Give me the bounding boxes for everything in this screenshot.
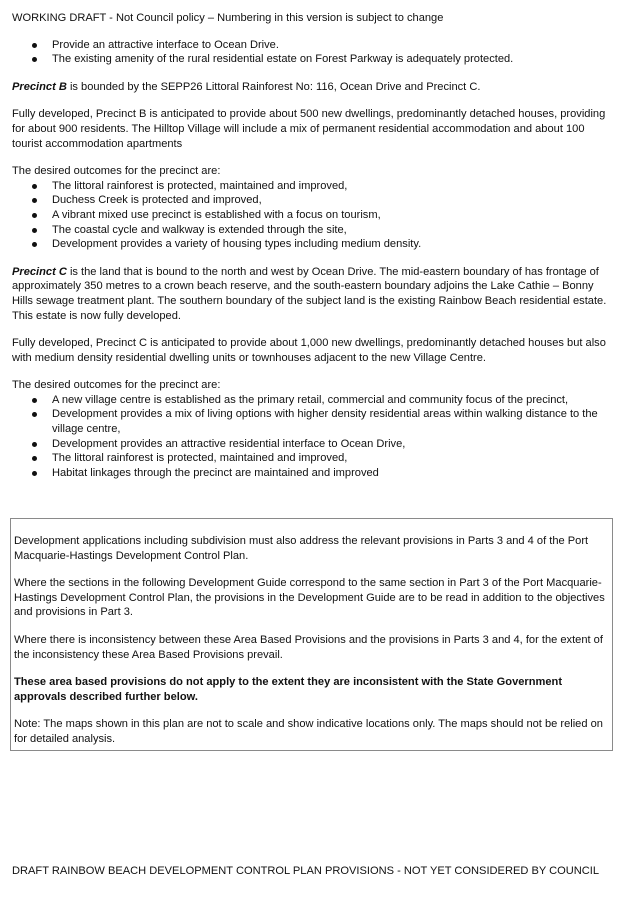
precinct-b-development: Fully developed, Precinct B is anticipated to provide about 500 new dwellings, predominantly detached houses, providing for about 900 residents. The Hilltop Village will include a mix of permanent residential accommodation and about 100 tourist accommodation apartments [12, 108, 606, 150]
draft-header: WORKING DRAFT - Not Council policy – Numbering in this version is subject to change [12, 12, 444, 24]
intro-bullet-list [12, 38, 610, 67]
list-item: The existing amenity of the rural residential estate on Forest Parkway is adequately protected. [52, 52, 610, 67]
provisions-note-box [10, 518, 613, 751]
draft-footer: DRAFT RAINBOW BEACH DEVELOPMENT CONTROL PLAN PROVISIONS - NOT YET CONSIDERED BY COUNCIL [12, 865, 600, 877]
list-item: Habitat linkages through the precinct are maintained and improved [52, 466, 610, 481]
precinct-c-outcomes-intro: The desired outcomes for the precinct are: [12, 379, 221, 392]
precinct-b-heading: Precinct B [12, 80, 67, 93]
precinct-c-development: Fully developed, Precinct C is anticipated to provide about 1,000 new dwellings, predominantly detached houses but also with medium density residential dwelling units or townhouses adjacent to the new Village Centre. [12, 337, 606, 364]
box-paragraph: Where there is inconsistency between these Area Based Provisions and the provisions in Parts 3 and 4, for the extent of the inconsistency these Area Based Provisions prevail. [14, 633, 603, 661]
box-note: Note: The maps shown in this plan are not to scale and show indicative locations only. The maps should not be relied on for detailed analysis. [14, 718, 603, 745]
precinct-b-intro [12, 80, 610, 95]
precinct-c-outcomes-list [12, 393, 610, 481]
precinct-b-outcomes-intro: The desired outcomes for the precinct are: [12, 165, 221, 178]
box-paragraph: Where the sections in the following Development Guide correspond to the same section in Part 3 of the Port Macquarie-Hastings Development Control Plan, the provisions in the Development Guide are to be read in addition to the objectives and provisions in Part 3. [14, 577, 605, 619]
precinct-c-description: is the land that is bound to the north and west by Ocean Drive. The mid-eastern boundary of has frontage of approximately 350 metres to a crown beach reserve, and the south-eastern boundary adjoins the Lake Cathie – Bonny Hills sewage treatment plant. The southern boundary of the subject land is the existing Rainbow Beach residential estate. This estate is now fully developed. [12, 265, 607, 322]
box-bold-paragraph: These area based provisions do not apply to the extent they are inconsistent with the State Government approvals described further below. [14, 676, 563, 703]
list-item: A vibrant mixed use precinct is established with a focus on tourism, [52, 208, 610, 223]
list-item: The coastal cycle and walkway is extended through the site, [52, 223, 610, 238]
list-item: Duchess Creek is protected and improved, [52, 193, 610, 208]
precinct-b-description: is bounded by the SEPP26 Littoral Rainforest No: 116, Ocean Drive and Precinct C. [66, 80, 481, 93]
precinct-c-heading: Precinct C [12, 265, 67, 278]
precinct-b-outcomes-list [12, 179, 610, 252]
list-item: Development provides an attractive residential interface to Ocean Drive, [52, 437, 610, 452]
list-item: The littoral rainforest is protected, maintained and improved, [52, 451, 610, 466]
list-item: Provide an attractive interface to Ocean Drive. [52, 38, 610, 53]
list-item: Development provides a mix of living options with higher density residential areas within walking distance to the village centre, [52, 407, 610, 436]
precinct-c-intro [12, 265, 610, 323]
list-item: The littoral rainforest is protected, maintained and improved, [52, 179, 610, 194]
document-page [12, 11, 610, 480]
list-item: Development provides a variety of housing types including medium density. [52, 237, 610, 252]
box-paragraph: Development applications including subdivision must also address the relevant provisions in Parts 3 and 4 of the Port Macquarie-Hastings Development Control Plan. [14, 535, 589, 562]
list-item: A new village centre is established as the primary retail, commercial and community focus of the precinct, [52, 393, 610, 408]
